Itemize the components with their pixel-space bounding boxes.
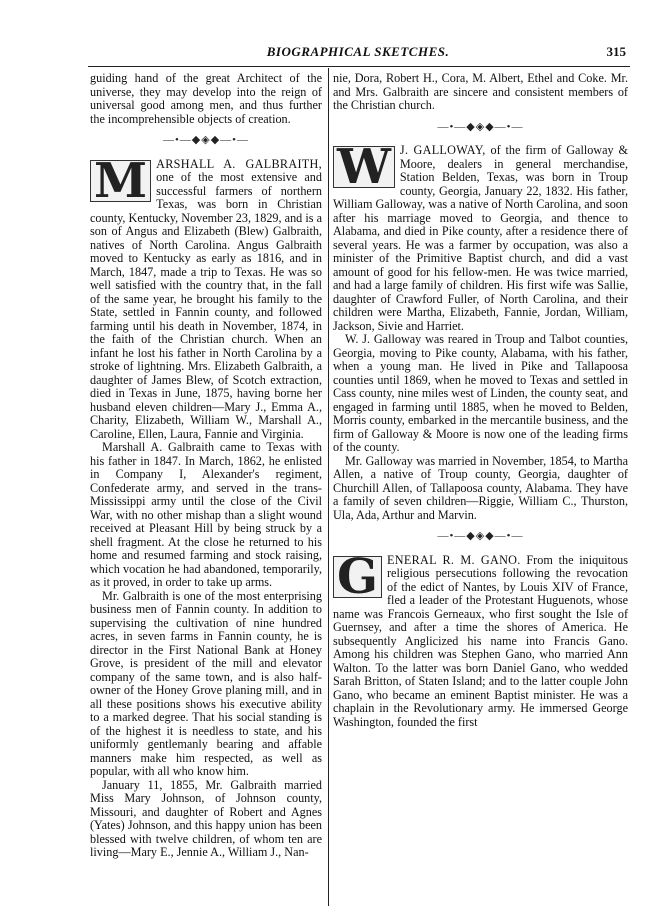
sketch-subject-name: J. GALLOWAY, [399, 143, 486, 157]
paragraph: Mr. Galloway was married in November, 1854, to Martha Allen, a native of Troup county, Georgia, daughter of Churchill Allen, of Tallapoosa county, Alabama. They have a family of seven children—Riggie, William C., Thurston, Ula, Ada, Arthur and Marvin. [333, 453, 628, 522]
column-divider [328, 68, 329, 906]
drop-cap-letter: W [333, 146, 395, 188]
page-number: 315 [606, 44, 626, 59]
paragraph: Marshall A. Galbraith came to Texas with his father in 1847. In March, 1862, he enlisted in Company I, Alexander's regiment, Confederate army, and served in the trans-Mississippi army until the close of the Civil War, with no other mishap than a slight wound received at Pleasant Hill by being struck by a shell fragment. At the close he returned to his home and resumed farming and stock raising, which vocation he had abandoned, temporarily, as it proved, in order to take up arms. [90, 440, 322, 589]
paragraph: Mr. Galbraith is one of the most enterprising business men of Fannin county. In addition to supervising the cultivation of nine hundred acres, in seven farms in Fannin county, he is director in the First National Bank at Honey Grove, is president of the mill and elevator company of the same town, and is also half-owner of the Honey Grove planing mill, and in all these positions shows his executive ability to a marked degree. That his social standing is of the highest it is needless to state, and his uniformly gentlemanly bearing and affable manners make him respected, as well as popular, with all who know him. [90, 588, 322, 778]
paragraph: W. J. Galloway was reared in Troup and Talbot counties, Georgia, moving to Pike county, Alabama, with his father, when a young man. He lived in Pike and Tallapoosa counties until 1869, when he moved to Texas and settled in Cass county, nine miles west of Linden, the county seat, and engaged in farming until 1885, when he moved to Belden, Morris county, embarked in the mercantile business, and the firm of Galloway & Moore is now one of the leading firms of the county. [333, 332, 628, 454]
paragraph-text: From the iniquitous religious persecutions following the revocation of the edict of Nantes, by Louis XIV of France, fled a leader of the Protestant Huguenots, whose name was Francois Gerneaux, who first sought the Isle of Guernsey, and after a time the shores of America. He subsequently Anglicized his name into Francis Gano. Among his children was Stephen Gano, who married Ann Walton. To the latter was born Daniel Gano, who wedded Sarah Britton, of Staten Island; and to the latter couple John Gano, who became an eminent Baptist minister. He was a chaplain in the Revolutionary army. He immersed George Washington, founded the first [333, 552, 629, 729]
paragraph-text: one of the most extensive and successful farmers of northern Texas, was born in Christian county, Kentucky, November 23, 1829, and is a son of Angus and Elizabeth (Blew) Galbraith, natives of North Carolina. Angus Galbraith moved to Kentucky as early as 1816, and in March, 1847, made a trip to Texas. He was so well satisfied with the country that, in the fall of the same year, he brought his family to the State, settled in Fannin county, and followed farming until his death in November, 1874, in the faith of the Christian church. When an infant he lost his father in North Carolina by a stroke of lightning. Mrs. Elizabeth Galbraith, a daughter of James Blew, of Scotch extraction, died in Texas in June, 1875, having borne her husband eleven children—Mary J., Emma A., Charity, Elizabeth, William W., Marshall A., Caroline, Ellen, Laura, Fannie and Virginia. [90, 170, 322, 441]
paragraph: guiding hand of the great Architect of the universe, they may develop into the reign of universal good among men, and thus further the incomprehensible objects of creation. [90, 71, 322, 126]
paragraph-text: of the firm of Galloway & Moore, dealers in general merchandise, Station Belden, Texas, was born in Troup county, Georgia, January 22, 1832. His father, William Galloway, was a native of North Carolina, and soon after his marriage moved to Georgia, and thence to Alabama, and died in Pike county, after a residence there of several years. He was a farmer by occupation, was also a minister of the Primitive Baptist church, and did a vast amount of good for his fellow-men. He was twice married, and had a large family of children. His first wife was Sallie, daughter of Crawford Fuller, of North Carolina, and their children were Martha, Elizabeth, Fannie, Jordan, William, Jackson, Sivie and Harriet. [333, 143, 628, 333]
drop-cap-letter: G [333, 556, 382, 598]
running-head: BIOGRAPHICAL SKETCHES. [266, 44, 450, 59]
section-ornament: —•—◆◈◆—•— [162, 134, 250, 146]
paragraph: nie, Dora, Robert H., Cora, M. Albert, Ethel and Coke. Mr. and Mrs. Galbraith are sincere and consistent members of the Christian church. [333, 71, 628, 112]
right-column [333, 72, 628, 729]
gano-sketch-opening [333, 548, 629, 730]
galbraith-sketch-opening [90, 152, 322, 442]
drop-cap-letter: M [90, 160, 151, 202]
section-ornament: —•—◆◈◆—•— [437, 530, 524, 542]
sketch-subject-name: ENERAL R. M. GANO. [387, 552, 521, 567]
page-header [88, 44, 628, 62]
left-column [90, 72, 322, 860]
paragraph: January 11, 1855, Mr. Galbraith married Miss Mary Johnson, of Johnson county, Missouri, and daughter of Robert and Agnes (Yates) Johnson, and this happy union has been blessed with twelve children, of whom ten are living—Mary E., Jennie A., William J., Nan- [90, 777, 322, 859]
header-rule [88, 66, 630, 67]
sketch-subject-name: ARSHALL A. GALBRAITH, [156, 156, 322, 171]
section-ornament: —•—◆◈◆—•— [437, 120, 524, 133]
galloway-sketch-opening [333, 139, 628, 333]
